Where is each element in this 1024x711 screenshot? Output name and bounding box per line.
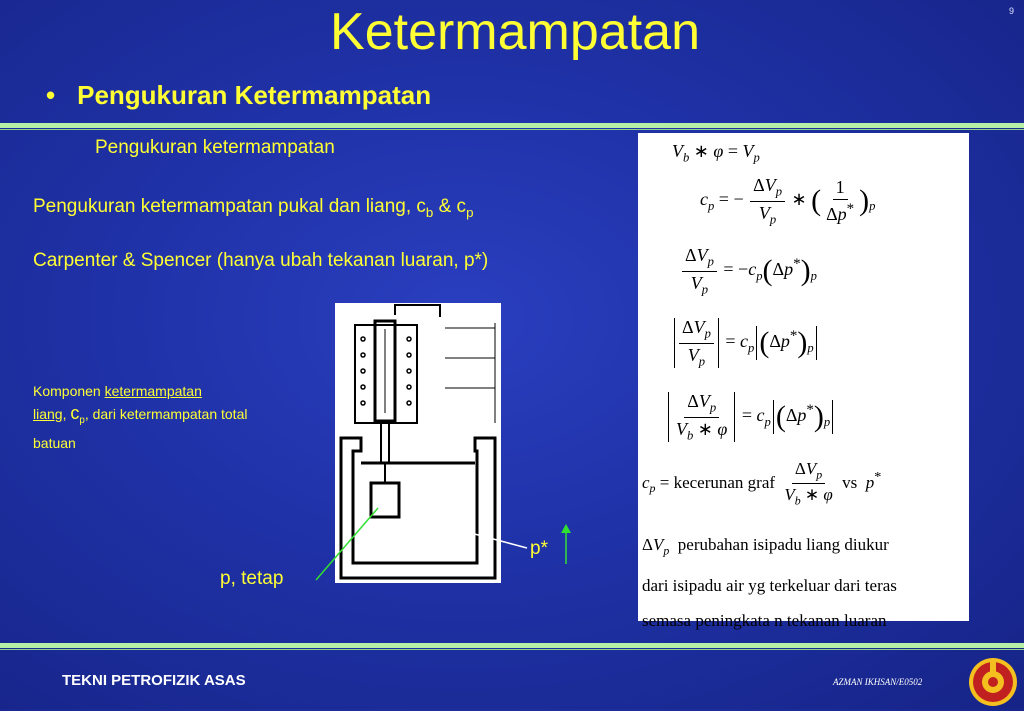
label-p-tetap: p, tetap — [220, 568, 284, 589]
bullet-dot-icon: • — [46, 80, 56, 110]
white-pointer-line — [422, 520, 527, 548]
bullet-text: Pengukuran Ketermampatan — [77, 80, 432, 110]
label-p-star: p* — [530, 538, 548, 559]
footer-course-title: TEKNI PETROFIZIK ASAS — [62, 672, 246, 689]
footer-author: AZMAN IKHSAN/E0502 — [833, 677, 923, 687]
equation-3: $\frac{\Delta V_p}{V_p}$ = $-c_p(\Delta p^*)_p$ — [680, 245, 817, 297]
equation-definition: $c_p$ = kecerunan graf $\frac{\Delta V_p}{V_b ∗ \varphi}$ vs p* — [642, 459, 882, 508]
equation-2: $c_p$ = − $\frac{\Delta V_p}{V_p}$ ∗ ( $\frac{1}{\Delta p^*}$ )$_p$ — [700, 175, 876, 227]
bottom-divider — [0, 643, 1024, 648]
slide-number: 9 — [1008, 6, 1014, 16]
definition-description: $\Delta V_p$ perubahan isipadu liang diukur dari isipadu air yg terkeluar dari teras semasa peningkata n tekanan luaran — [642, 535, 897, 631]
logo-seal-icon — [965, 656, 1021, 706]
slide-title: Ketermampatan — [330, 3, 700, 61]
component-note: Komponen ketermampatan liang, $c_p$, dari ketermampatan total batuan — [33, 383, 248, 451]
equation-4: $\frac{\Delta V_p}{V_p}$ = $c_p$ $(\Delta p^*)_p$ — [672, 317, 819, 369]
white-arrowhead-icon — [420, 518, 430, 526]
university-logo — [965, 656, 1021, 706]
subheading: Pengukuran ketermampatan — [95, 137, 335, 158]
green-pointer-line — [316, 508, 378, 580]
text-line-compressibility: Pengukuran ketermampatan pukal dan liang, $c_b$ & $c_p$ — [33, 196, 474, 220]
equation-1: $V_b$ ∗ $\varphi = V_p$ — [672, 141, 760, 165]
bottom-divider-thin — [0, 649, 1024, 650]
equations-panel — [638, 133, 969, 631]
text-line-carpenter: Carpenter & Spencer (hanya ubah tekanan luaran, p*) — [33, 250, 489, 271]
equation-5: $\frac{\Delta V_p}{V_b ∗ \varphi}$ = $c_p$ $(\Delta p^*)_p$ — [666, 391, 835, 443]
green-up-arrowhead-icon — [561, 524, 571, 533]
